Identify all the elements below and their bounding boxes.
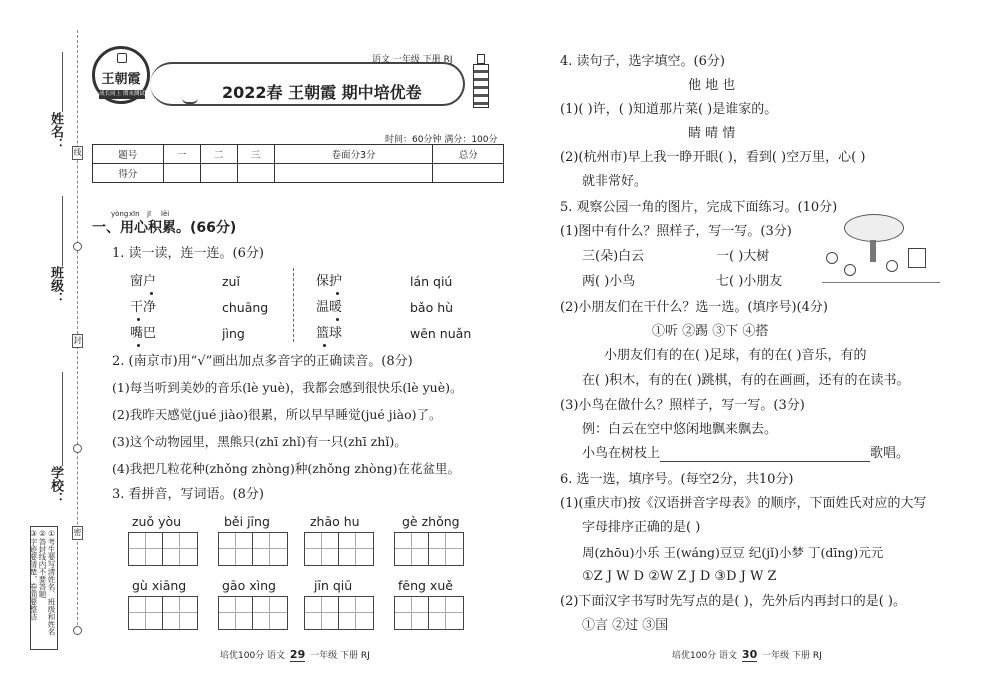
easel-icon (908, 248, 926, 268)
q3-pinyin: gāo xìng (222, 578, 276, 593)
match-pinyin[interactable]: zuǐ (222, 274, 240, 289)
answer-suffix: 歌唱。 (870, 446, 910, 461)
binding-hole (73, 242, 82, 251)
match-word[interactable]: 嘴巴 (130, 326, 157, 341)
child-icon (886, 260, 898, 272)
time-score-line: 时间：60分钟 满分：100分 (385, 135, 498, 145)
q2-line[interactable]: (4)我把几粒花种(zhǒng zhòng)种(zhǒng zhòng)在花盆里。 (112, 461, 461, 476)
q6-sub1: (1)(重庆市)按《汉语拼音字母表》的顺序，下面姓氏对应的大写 (560, 496, 927, 511)
writing-grid[interactable] (304, 532, 374, 566)
score-header-cell: 二 (200, 145, 237, 164)
page-footer-right (672, 648, 822, 662)
emphasis-dot (137, 318, 140, 321)
measure-word-item[interactable]: 七( )小朋友 (716, 274, 783, 289)
choice-chars: 他 地 也 (688, 78, 736, 93)
measure-word-item: 三(朵)白云 (582, 249, 645, 264)
cut-mark-xian: 线 (72, 146, 83, 160)
pinyin-annotation: jī (147, 210, 151, 218)
pinyin-annotation: yòng (111, 210, 129, 218)
q3-title: 3. 看拼音，写词语。(8分) (112, 487, 264, 502)
q5-sub1: (1)图中有什么？照样子，写一写。(3分) (560, 224, 792, 239)
measure-word-item[interactable]: 一( )大树 (716, 249, 770, 264)
ground-line (822, 282, 940, 283)
match-pinyin[interactable]: jìng (222, 326, 245, 341)
section-1-title: 一、用心积累。(66分) (92, 220, 237, 236)
tree-trunk (870, 240, 876, 262)
note-item: ①考生要写清姓名、班级和姓名 (47, 529, 56, 636)
school-label: 学校： (48, 466, 63, 505)
margin-dashed-line (77, 30, 78, 630)
writing-grid[interactable] (218, 596, 288, 630)
q6-sub1-cont[interactable]: 字母排序正确的是( ) (582, 520, 701, 535)
writing-grid[interactable] (128, 532, 198, 566)
q2-line[interactable]: (1)每当听到美妙的音乐(lè yuè)，我都会感到很快乐(lè yuè)。 (112, 380, 463, 395)
school-line (62, 372, 63, 466)
match-pinyin[interactable]: lán qiú (410, 274, 453, 289)
footer-text: 一年级 下册 RJ (762, 651, 822, 661)
score-table-row (93, 164, 504, 183)
writing-grid[interactable] (304, 596, 374, 630)
note-item: ③字迹要清楚，卷面要整洁 (29, 529, 38, 621)
q4-line[interactable]: (2)(杭州市)早上我一睁开眼( )，看到( )空万里，心( ) (560, 150, 866, 165)
pinyin-annotation: lěi (161, 210, 170, 218)
q4-title: 4. 读句子，选字填空。(6分) (560, 54, 725, 69)
score-header-cell: 题号 (93, 145, 164, 164)
score-table-header-row (93, 145, 504, 164)
emphasis-dot (336, 318, 339, 321)
child-icon (826, 252, 838, 264)
q2-title: 2. (南京市)用“√”画出加点多音字的正确读音。(8分) (112, 354, 413, 369)
q3-pinyin: fēng xuě (398, 578, 453, 593)
logo-ribbon: 成长同上 期末测试 (99, 91, 145, 97)
name-line (62, 52, 63, 112)
footer-text: 培优100分 语文 (220, 651, 286, 661)
binding-margin (0, 0, 86, 694)
q5-sub3: (3)小鸟在做什么？照样子，写一写。(3分) (560, 398, 805, 413)
brand-logo (92, 46, 150, 104)
score-row-label: 得分 (93, 164, 164, 183)
score-table (92, 144, 504, 183)
q1-title: 1. 读一读，连一连。(6分) (112, 246, 264, 261)
name-label: 姓名： (48, 112, 63, 151)
footer-text: 一年级 下册 RJ (310, 651, 370, 661)
match-pinyin[interactable]: chuāng (222, 300, 269, 315)
match-pinyin[interactable]: bǎo hù (410, 300, 454, 315)
q6-choices[interactable]: ①Z J W D ②W Z J D ③D J W Z (582, 569, 777, 584)
class-line (62, 196, 63, 266)
park-illustration (822, 212, 940, 292)
writing-grid[interactable] (218, 532, 288, 566)
q6-sub2[interactable]: (2)下面汉字书写时先写点的是( )，先外后内再封口的是( )。 (560, 594, 906, 609)
footer-text: 培优100分 语文 (672, 651, 738, 661)
match-pinyin[interactable]: wēn nuǎn (410, 326, 472, 341)
score-header-cell: 卷面分3分 (274, 145, 433, 164)
score-cell[interactable] (237, 164, 274, 183)
q3-pinyin: běi jīng (224, 514, 270, 529)
emphasis-dot (323, 344, 326, 347)
score-cell[interactable] (274, 164, 433, 183)
score-cell[interactable] (163, 164, 200, 183)
match-word[interactable]: 温暖 (316, 300, 343, 315)
cut-mark-feng: 封 (72, 334, 83, 348)
score-header-cell: 总分 (433, 145, 504, 164)
pinyin-annotation: xīn (129, 210, 140, 218)
q4-line[interactable]: (1)( )许，( )知道那片菜( )是谁家的。 (560, 102, 778, 117)
class-label: 班级： (48, 266, 63, 305)
match-word[interactable]: 干净 (130, 300, 157, 315)
answer-blank[interactable] (660, 450, 870, 462)
measure-word-item[interactable]: 两( )小鸟 (582, 274, 636, 289)
choice-chars: 睛 晴 情 (688, 126, 736, 141)
q6-title: 6. 选一选，填序号。(每空2分，共10分) (560, 472, 794, 487)
tree-icon (844, 214, 904, 242)
score-header-cell: 一 (163, 145, 200, 164)
cut-mark-mi: 密 (72, 526, 83, 540)
match-word[interactable]: 篮球 (316, 326, 343, 341)
q3-pinyin: zhāo hu (310, 514, 360, 529)
emphasis-dot (336, 292, 339, 295)
q5-example: 例：白云在空中悠闲地飘来飘去。 (582, 422, 778, 437)
q5-title: 5. 观察公园一角的图片，完成下面练习。(10分) (560, 200, 838, 215)
logo-text: 王朝霞 (101, 72, 141, 87)
q3-pinyin: gù xiāng (132, 578, 187, 593)
emphasis-dot (150, 292, 153, 295)
match-word[interactable]: 窗户 (130, 274, 157, 289)
column-divider (293, 268, 294, 342)
score-cell[interactable] (200, 164, 237, 183)
page-number: 29 (289, 648, 306, 661)
writing-grid[interactable] (128, 596, 198, 630)
q3-pinyin: zuǒ yòu (132, 514, 182, 529)
q3-pinyin: jīn qiū (314, 578, 353, 593)
binding-hole (73, 626, 82, 635)
emphasis-dot (137, 344, 140, 347)
q5-sub2: (2)小朋友们在干什么？选一选。(填序号)(4分) (560, 300, 828, 315)
writing-grid[interactable] (394, 532, 464, 566)
q3-pinyin: gè zhǒng (402, 514, 460, 529)
q5-fill-line[interactable]: 在( )积木，有的在( )跳棋，有的在画画，还有的在读书。 (582, 373, 910, 388)
q6-choices[interactable]: ①言 ②过 ③国 (582, 618, 669, 633)
writing-grid[interactable] (394, 596, 464, 630)
q5-fill-line[interactable]: 小朋友们有的在( )足球，有的在( )音乐，有的 (604, 348, 867, 363)
match-word[interactable]: 保护 (316, 274, 343, 289)
crown-icon (117, 53, 127, 63)
answer-prefix: 小鸟在树枝上 (582, 446, 661, 461)
q4-line-cont: 就非常好。 (582, 174, 648, 189)
score-cell[interactable] (433, 164, 504, 183)
note-item: ②答封线内不要答题 (38, 529, 47, 598)
page-footer-left (220, 648, 370, 662)
binding-hole (73, 444, 82, 453)
score-header-cell: 三 (237, 145, 274, 164)
page-title: 2022春 王朝霞 期中培优卷 (222, 83, 422, 102)
page-number: 30 (741, 648, 758, 661)
q5-answer-line (582, 446, 909, 462)
exam-notes (30, 526, 58, 650)
q6-names: 周(zhōu)小乐 王(wáng)豆豆 纪(jǐ)小梦 丁(dīng)元元 (582, 545, 884, 560)
lighthouse-icon (470, 54, 492, 110)
child-icon (844, 264, 856, 276)
subject-line: 语文 一年级 下册 RJ (372, 55, 453, 65)
q5-options: ①听 ②踢 ③下 ④搭 (652, 324, 769, 339)
q2-line[interactable]: (3)这个动物园里，黑熊只(zhī zhǐ)有一只(zhī zhǐ)。 (112, 434, 407, 449)
q2-line[interactable]: (2)我昨天感觉(jué jiào)很累，所以早早睡觉(jué jiào)了。 (112, 407, 442, 422)
